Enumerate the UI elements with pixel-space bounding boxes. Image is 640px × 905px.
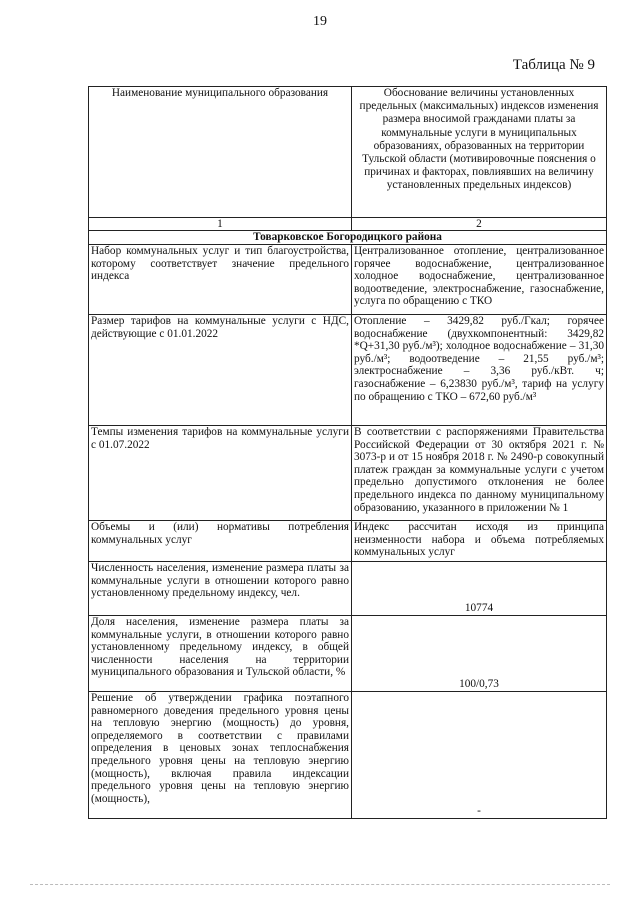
row-label: Размер тарифов на коммунальные услуги с НДС, действующие с 01.01.2022 <box>89 315 352 426</box>
column-index-row <box>89 218 607 231</box>
column-index-2: 2 <box>352 218 607 231</box>
row-label: Доля населения, изменение размера платы за коммунальные услуги, в отношении которого равно установленному предельному индексу, в общей численности населения на территории муниципального образования и Тульской области, % <box>89 616 352 692</box>
row-label: Объемы и (или) нормативы потребления коммунальных услуг <box>89 521 352 562</box>
table-row <box>89 616 607 692</box>
table-row <box>89 692 607 819</box>
row-value: 100/0,73 <box>352 616 607 692</box>
table-header-row <box>89 87 607 218</box>
row-value: - <box>352 692 607 819</box>
table-label: Таблица № 9 <box>512 57 595 73</box>
table-row <box>89 426 607 521</box>
row-value: Централизованное отопление, централизованное горячее водоснабжение, централизованное холодное водоснабжение, централизованное водоотведение, электроснабжение, газоснабжение, услуга по обращению с ТКО <box>352 245 607 315</box>
row-value: Индекс рассчитан исходя из принципа неизменности набора и объема потребляемых коммунальных услуг <box>352 521 607 562</box>
row-label: Численность населения, изменение размера платы за коммунальные услуги в отношении которого равно установленному предельному индексу, чел. <box>89 562 352 616</box>
region-title: Товарковское Богородицкого района <box>89 231 607 245</box>
header-municipality: Наименование муниципального образования <box>89 87 352 218</box>
page-bottom-edge <box>30 884 610 886</box>
table-row <box>89 562 607 616</box>
page-number: 19 <box>313 14 327 29</box>
region-row <box>89 231 607 245</box>
header-justification: Обоснование величины установленных предельных (максимальных) индексов изменения размера вносимой гражданами платы за коммунальные услуги в муниципальных образованиях, образованных на территории Тульской области (мотивировочные пояснения о причинах и факторах, повлиявших на величину установленных предельных индексов) <box>352 87 607 218</box>
row-label: Темпы изменения тарифов на коммунальные услуги с 01.07.2022 <box>89 426 352 521</box>
row-value: 10774 <box>352 562 607 616</box>
column-index-1: 1 <box>89 218 352 231</box>
row-value: Отопление – 3429,82 руб./Гкал; горячее водоснабжение (двухкомпонентный: 3429,82 *Q+31,30 руб./м³); холодное водоснабжение – 31,30 руб./м³; водоотведение – 21,55 руб./м³; электроснабжение – 3,36 руб./кВт. ч; газоснабжение – 6,23830 руб./м³, тариф на услугу по обращению с ТКО – 672,60 руб./м³ <box>352 315 607 426</box>
row-value: В соответствии с распоряжениями Правительства Российской Федерации от 30 октября 2021 г. № 3073-р и от 15 ноября 2018 г. № 2490-р совокупный платеж граждан за коммунальные услуги с учетом предельно допустимого отклонения не более предельного индекса по данному муниципальному образованию, указанного в приложении № 1 <box>352 426 607 521</box>
table-row <box>89 315 607 426</box>
row-label: Решение об утверждении графика поэтапного равномерного доведения предельного уровня цены на тепловую энергию (мощность) до уровня, определяемого в соответствии с правилами определения в ценовых зонах теплоснабжения предельного уровня цены на тепловую энергию (мощность), включая правила индексации предельного уровня цены на тепловую энергию (мощность), <box>89 692 352 819</box>
row-label: Набор коммунальных услуг и тип благоустройства, которому соответствует значение предельного индекса <box>89 245 352 315</box>
justification-table <box>88 86 607 819</box>
table-row <box>89 521 607 562</box>
table-row <box>89 245 607 315</box>
